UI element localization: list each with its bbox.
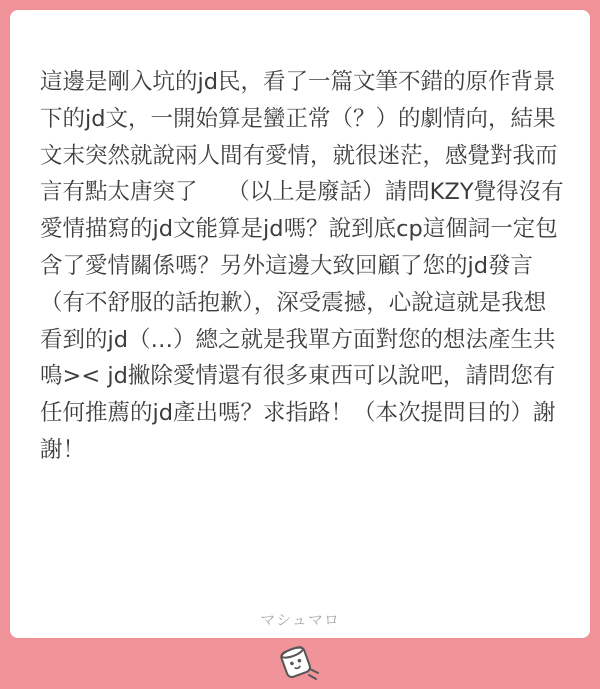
brand-label: マシュマロ: [260, 611, 340, 629]
marshmallow-logo-icon: [276, 643, 324, 683]
question-text: 這邊是剛入坑的jd民，看了一篇文筆不錯的原作背景下的jd文，一開始算是蠻正常（？）的劇情向，結果文末突然就說兩人間有愛情，就很迷茫，感覺對我而言有點太唐突了 （以上是廢話）請問KZY覺得沒有愛情描寫的jd文能算是jd嗎？說到底cp這個詞一定包含了愛情關係嗎？另外這邊大致回顧了您的jd發言（有不舒服的話抱歉），深受震撼，心說這就是我想看到的jd（…）總之就是我單方面對您的想法產生共鳴>< jd撇除愛情還有很多東西可以說吧，請問您有任何推薦的jd產出嗎？求指路！（本次提問目的）謝謝！: [40, 69, 564, 463]
message-card: [10, 10, 590, 638]
